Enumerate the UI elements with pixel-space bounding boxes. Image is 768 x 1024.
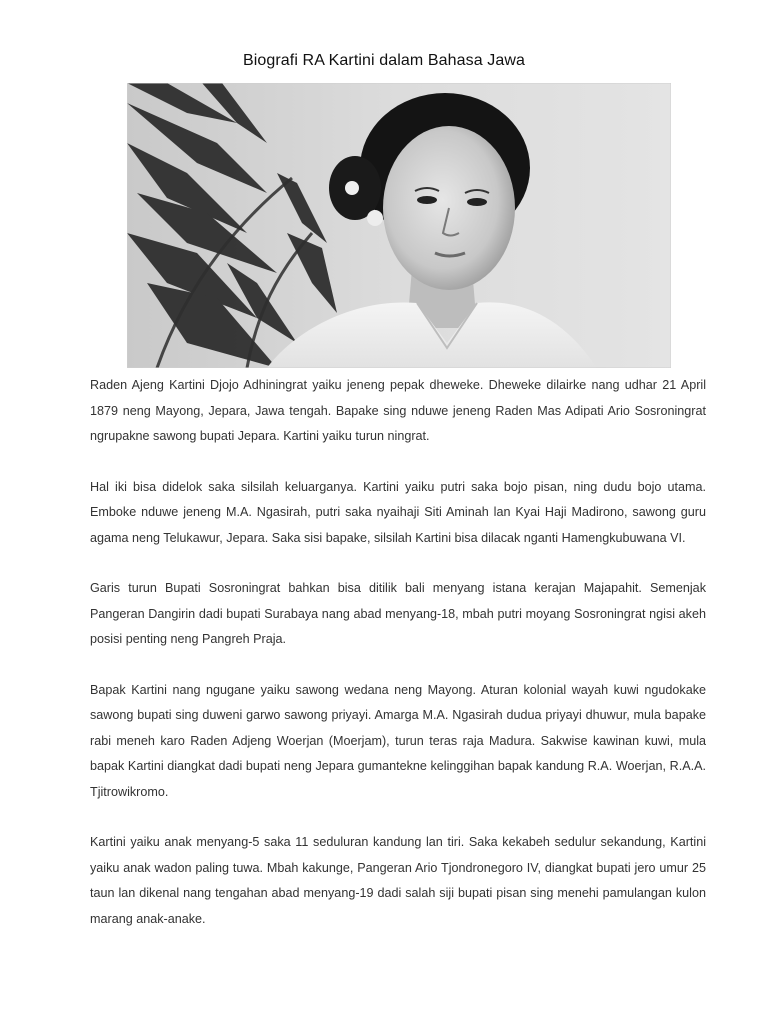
paragraph: Kartini yaiku anak menyang-5 saka 11 seduluran kandung lan tiri. Saka kekabeh sedulur sekandung, Kartini yaiku anak wadon paling tuwa. Mbah kakunge, Pangeran Ario Tjondronegoro IV, diangkat bupati jero umur 25 taun lan dikenal nang tengahan abad menyang-19 dadi salah siji bupati pisan sing menehi pamulangan kulon marang anak-anake. [90, 835, 706, 926]
paragraph: Bapak Kartini nang ngugane yaiku sawong wedana neng Mayong. Aturan kolonial wayah kuwi ngudokake sawong bupati sing duweni garwo sawong priyayi. Amarga M.A. Ngasirah dudua priyayi dhuwur, mula bapake rabi meneh karo Raden Adjeng Woerjan (Moerjam), turun teras raja Madura. Sakwise kawinan kuwi, mula bapak Kartini diangkat dadi bupati neng Jepara gumantekne kelinggihan bapak kandung R.A. Woerjan, R.A.A. Tjitrowikromo. [90, 682, 706, 799]
biography-text [90, 373, 706, 957]
paragraph: Hal iki bisa didelok saka silsilah keluarganya. Kartini yaiku putri saka bojo pisan, ning dudu bojo utama. Emboke nduwe jeneng M.A. Ngasirah, putri saka nyaihaji Siti Aminah lan Kyai Haji Madirono, sawong guru agama neng Telukawur, Jepara. Saka sisi bapake, silsilah Kartini bisa dilacak nganti Hamengkubuwana VI. [90, 479, 706, 545]
paragraph: Raden Ajeng Kartini Djojo Adhiningrat yaiku jeneng pepak dheweke. Dheweke dilairke nang udhar 21 April 1879 neng Mayong, Jepara, Jawa tengah. Bapake sing nduwe jeneng Raden Mas Adipati Ario Sosroningrat ngrupakne sawong bupati Jepara. Kartini yaiku turun ningrat. [90, 378, 706, 443]
portrait-photo [127, 83, 671, 368]
paragraph: Garis turun Bupati Sosroningrat bahkan bisa ditilik bali menyang istana kerajan Majapahit. Semenjak Pangeran Dangirin dadi bupati Surabaya nang abad menyang-18, mbah putri moyang Sosroningrat ngisi akeh posisi penting neng Pangreh Praja. [90, 581, 706, 646]
document-title: Biografi RA Kartini dalam Bahasa Jawa [242, 52, 526, 69]
